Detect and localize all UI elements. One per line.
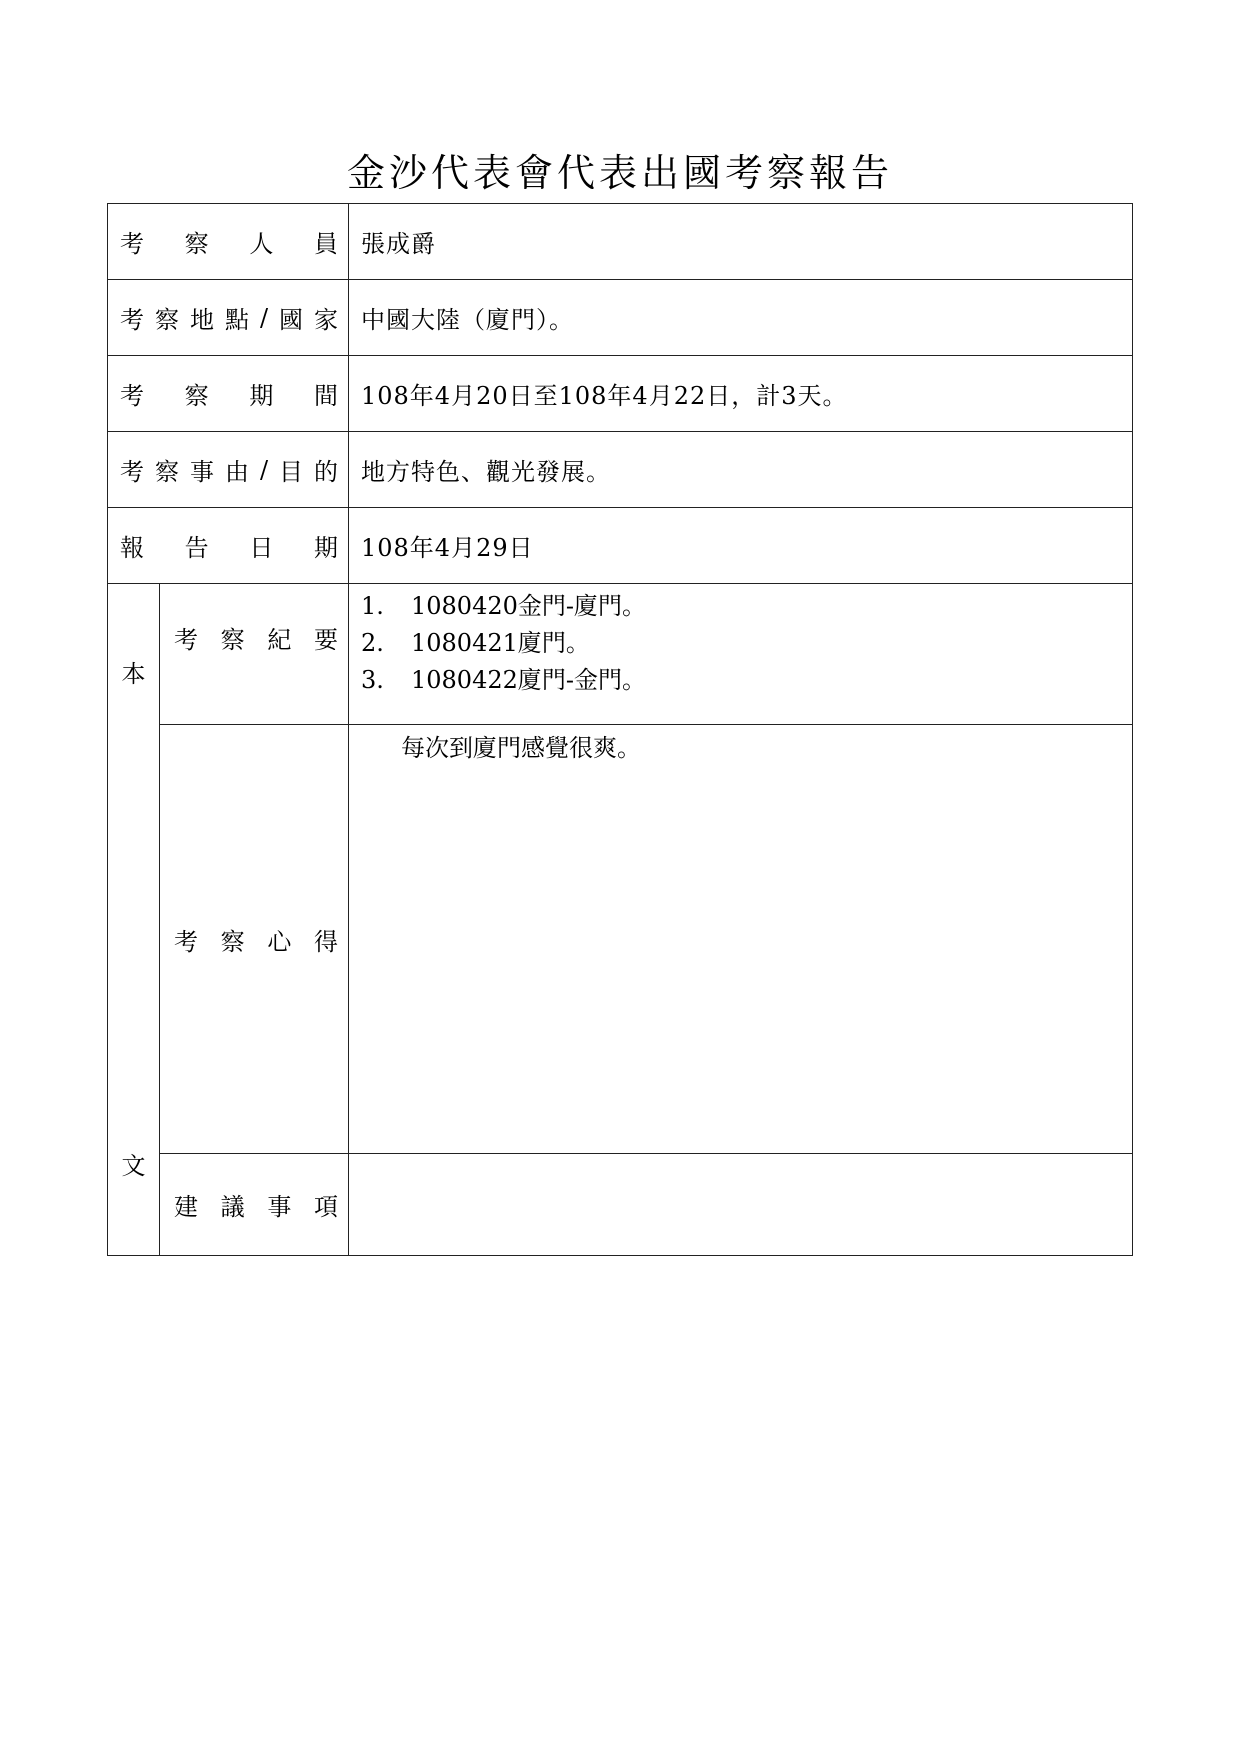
label-char: 期 [313, 534, 338, 562]
list-item-text: 1080422廈門-金門。 [411, 666, 646, 694]
report-table [107, 203, 1133, 1256]
list-item-text: 1080420金門-廈門。 [411, 592, 646, 620]
value-suggestion [349, 1154, 1133, 1256]
list-item [361, 625, 1132, 662]
reflection-text: 每次到廈門感覺很爽。 [401, 734, 641, 762]
list-item [361, 588, 1132, 625]
label-char: 考 [120, 458, 144, 486]
label-char: 考 [174, 927, 198, 956]
label-char: / [259, 303, 269, 332]
list-item-number: 1. [361, 592, 384, 620]
label-char: 地 [189, 306, 214, 334]
body-side-label [108, 584, 160, 1256]
label-char: 察 [154, 458, 179, 486]
list-item [361, 662, 1132, 699]
label-char: 報 [120, 534, 144, 562]
label-char: 建 [174, 1193, 198, 1221]
label-char: 人 [249, 230, 274, 258]
list-item-number: 2. [361, 629, 384, 657]
row-summary [108, 584, 1133, 725]
label-char: 察 [154, 306, 179, 334]
label-suggestion [160, 1154, 349, 1256]
label-char: 由 [224, 458, 249, 486]
value-period: 108年4月20日至108年4月22日，計3天。 [349, 356, 1133, 432]
label-char: / [259, 455, 269, 484]
label-char: 家 [314, 306, 338, 334]
row-location [108, 280, 1133, 356]
label-purpose [108, 432, 349, 508]
value-summary [349, 584, 1133, 725]
value-reflection [349, 725, 1133, 1154]
label-char: 員 [313, 230, 338, 258]
row-purpose [108, 432, 1133, 508]
label-char: 察 [220, 626, 245, 654]
label-char: 日 [249, 534, 274, 562]
label-inspector [108, 204, 349, 280]
label-char: 事 [267, 1193, 292, 1221]
label-char: 察 [220, 927, 245, 956]
row-suggestion [108, 1154, 1133, 1256]
label-char: 察 [184, 230, 209, 258]
label-char: 國 [279, 306, 304, 334]
label-char: 事 [189, 458, 214, 486]
label-char: 目 [279, 458, 304, 486]
value-purpose: 地方特色、觀光發展。 [349, 432, 1133, 508]
row-reflection [108, 725, 1133, 1154]
label-char: 得 [313, 927, 338, 956]
row-report-date [108, 508, 1133, 584]
label-char: 點 [224, 306, 249, 334]
label-char: 間 [313, 382, 338, 410]
label-char: 期 [249, 382, 274, 410]
row-period [108, 356, 1133, 432]
label-char: 心 [267, 927, 292, 956]
label-char: 考 [174, 626, 198, 654]
value-inspector: 張成爵 [349, 204, 1133, 280]
label-char: 項 [313, 1193, 338, 1221]
label-char: 考 [120, 306, 144, 334]
label-period [108, 356, 349, 432]
label-location [108, 280, 349, 356]
label-char: 紀 [267, 626, 292, 654]
label-char: 察 [184, 382, 209, 410]
label-char: 考 [120, 230, 144, 258]
label-char: 要 [313, 626, 338, 654]
label-reflection [160, 725, 349, 1154]
label-char: 議 [220, 1193, 245, 1221]
value-report-date: 108年4月29日 [349, 508, 1133, 584]
list-item-text: 1080421廈門。 [411, 629, 590, 657]
label-report-date [108, 508, 349, 584]
label-char: 考 [120, 382, 144, 410]
value-location: 中國大陸（廈門）。 [349, 280, 1133, 356]
label-char: 的 [314, 458, 338, 486]
label-char: 告 [184, 534, 209, 562]
page-title: 金沙代表會代表出國考察報告 [346, 151, 893, 195]
row-inspector [108, 204, 1133, 280]
side-char-top: 本 [121, 660, 146, 688]
summary-list [349, 584, 1132, 699]
list-item-number: 3. [361, 666, 384, 694]
label-summary [160, 584, 349, 725]
side-char-bottom: 文 [121, 1152, 146, 1180]
